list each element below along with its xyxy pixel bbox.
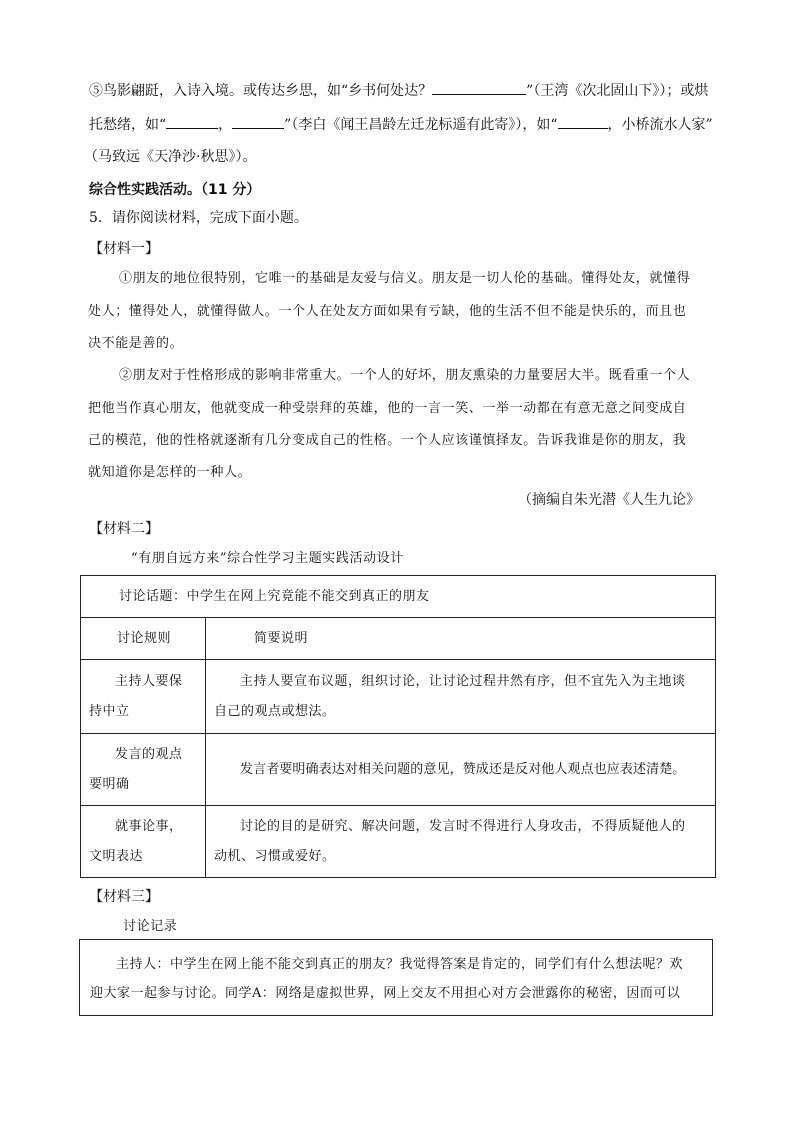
table-header-cell [206,618,716,660]
poem-question-line-3: （马致远《天净沙·秋思》）。 [84,149,257,165]
table-topic: 讨论话题：中学生在网上究竟能不能交到真正的朋友 [119,588,430,604]
rule-text: 主持人要保 [115,673,183,689]
table-topic-cell [81,576,716,618]
poem-question-line-1 [89,80,708,101]
material-1-source: （摘编自朱光潜《人生九论》 [518,492,700,508]
material-1-text: 把他当作真心朋友，他就变成一种受崇拜的英雄，他的一言一笑、一举一动都在有意无意之间变成自 [88,401,687,416]
poem-question-line-2 [89,114,713,135]
rule-text: 文明表达 [89,848,144,864]
rule-text: 发言的观点 [115,746,183,762]
desc-cell [206,734,716,806]
discussion-rules-table [80,575,716,878]
col-header-desc: 简要说明 [254,630,309,646]
answer-blank-1[interactable] [432,80,526,95]
rule-cell [81,734,206,806]
table-row [81,806,716,878]
discussion-record-box [79,939,713,1016]
material-1-text: 就知道你是怎样的一种人。 [88,465,252,480]
col-header-rule: 讨论规则 [117,630,172,646]
rule-text: 就事论事， [115,818,183,834]
answer-blank-4[interactable] [558,114,608,129]
text-segment: 托愁绪，如“ [89,117,167,133]
record-text: 迎大家一起参与讨论。同学A：网络是虚拟世界，网上交友不用担心对方会泄露你的秘密，因而可以 [90,986,681,1001]
material-2-heading: 【材料二】 [89,521,159,537]
material-1-text: 决不能是善的。 [88,336,184,351]
material-2-caption: “有朋自远方来”综合性学习主题实践活动设计 [131,551,404,566]
rule-text: 要明确 [89,776,130,792]
answer-blank-3[interactable] [232,114,284,129]
material-1-heading: 【材料一】 [89,241,159,257]
text-segment: ，小桥流水人家” [607,117,713,133]
rule-cell [81,806,206,878]
text-segment: ， [218,117,233,133]
desc-cell [206,806,716,878]
material-1-text: 己的模范，他的性格就逐渐有几分变成自己的性格。一个人应该谨慎择友。告诉我谁是你的朋友，我 [88,433,687,448]
text-segment: ”（李白《闻王昌龄左迁龙标遥有此寄》），如“ [284,117,558,133]
material-1-text: ①朋友的地位很特别，它唯一的基础是友爱与信义。朋友是一切人伦的基础。懂得处友，就懂得 [119,271,691,286]
desc-text: 主持人要宣布议题，组织讨论，让讨论过程井然有序，但不宜先入为主地谈 [240,673,686,689]
rule-text: 持中立 [89,703,130,719]
text-segment: ⑤鸟影翩跹，入诗入境。或传达乡思，如“乡书何处达？ [89,83,433,99]
material-3-heading: 【材料三】 [89,889,159,905]
desc-text: 讨论的目的是研究、解决问题，发言时不得进行人身攻击，不得质疑他人的 [240,818,686,834]
table-row [81,734,716,806]
desc-cell [206,660,716,734]
desc-text: 动机、习惯或爱好。 [214,848,336,864]
material-1-text: ②朋友对于性格形成的影响非常重大。一个人的好坏，朋友熏染的力量要居大半。既看重一个人 [119,368,691,383]
question-5-prompt: 5．请你阅读材料，完成下面小题。 [89,210,308,226]
desc-text: 自己的观点或想法。 [214,703,336,719]
table-header-cell [81,618,206,660]
material-3-caption: 讨论记录 [123,919,178,934]
material-1-text: 处人；懂得处人，就懂得做人。一个人在处友方面如果有亏缺，他的生活不但不能是快乐的，而且也 [88,304,687,319]
record-text: 主持人：中学生在网上能不能交到真正的朋友？我觉得答案是肯定的，同学们有什么想法呢？欢 [116,957,684,972]
answer-blank-2[interactable] [166,114,218,129]
table-row [81,660,716,734]
text-segment: ”（王湾《次北固山下》）；或烘 [526,83,709,99]
desc-text: 发言者要明确表达对相关问题的意见，赞成还是反对他人观点也应表述清楚。 [240,761,686,777]
rule-cell [81,660,206,734]
section-title: 综合性实践活动。（11 分） [89,182,261,198]
